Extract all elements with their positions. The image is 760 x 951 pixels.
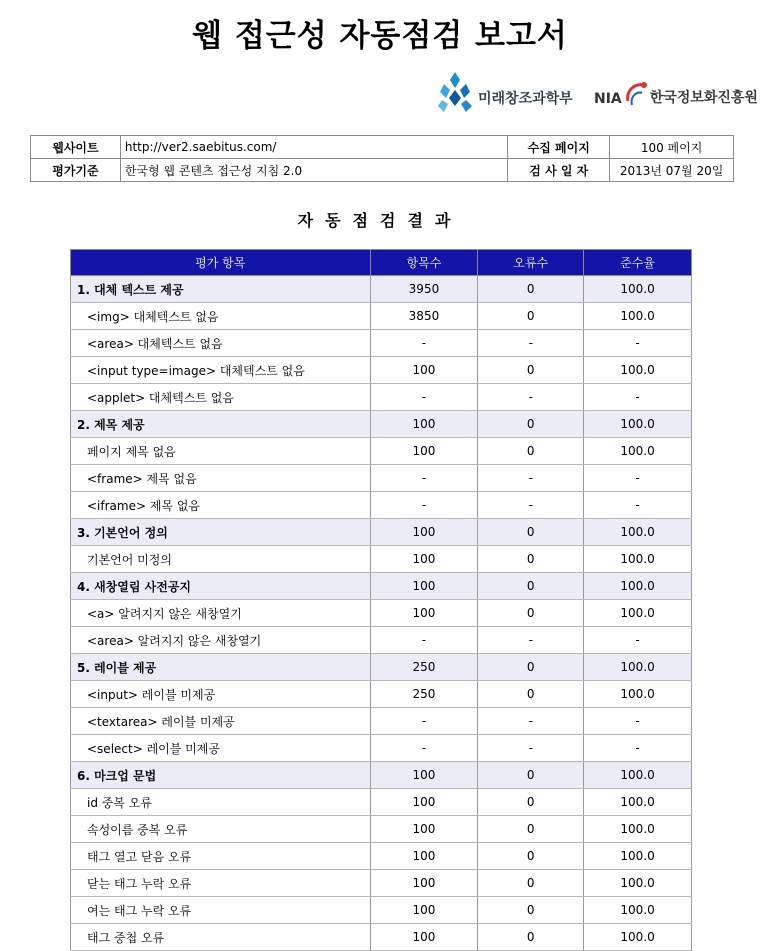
row-label: 속성이름 중복 오류 [71, 816, 371, 843]
row-rate: 100.0 [584, 681, 692, 708]
msip-emblem-icon [436, 70, 474, 114]
row-count: 100 [370, 411, 478, 438]
row-count: 100 [370, 600, 478, 627]
row-count: 250 [370, 654, 478, 681]
results-body [71, 276, 692, 951]
row-count: - [370, 627, 478, 654]
row-errors: 0 [478, 816, 584, 843]
row-errors: - [478, 627, 584, 654]
row-rate: 100.0 [584, 411, 692, 438]
nia-swirl-icon [624, 79, 650, 109]
row-count: 100 [370, 573, 478, 600]
row-rate: - [584, 627, 692, 654]
row-label: <a> 알려지지 않은 새창열기 [71, 600, 371, 627]
row-count: - [370, 465, 478, 492]
row-rate: 100.0 [584, 897, 692, 924]
nia-name: 한국정보화진흥원 [649, 90, 758, 106]
row-errors: 0 [478, 411, 584, 438]
row-count: 100 [370, 816, 478, 843]
table-row [71, 600, 692, 627]
category-row [71, 762, 692, 789]
pages-value: 100 페이지 [610, 136, 734, 159]
row-errors: 0 [478, 438, 584, 465]
row-rate: 100.0 [584, 438, 692, 465]
msip-name: 미래창조과학부 [478, 91, 573, 107]
nia-logo [594, 74, 758, 114]
row-label: 2. 제목 제공 [71, 411, 371, 438]
row-errors: 0 [478, 573, 584, 600]
table-row [71, 330, 692, 357]
row-label: <applet> 대체텍스트 없음 [71, 384, 371, 411]
info-row-criteria [31, 159, 734, 182]
row-label: 태그 중첩 오류 [71, 924, 371, 951]
row-errors: 0 [478, 600, 584, 627]
row-count: 3850 [370, 303, 478, 330]
row-count: 100 [370, 762, 478, 789]
row-rate: 100.0 [584, 762, 692, 789]
table-row [71, 870, 692, 897]
table-row [71, 465, 692, 492]
row-rate: 100.0 [584, 789, 692, 816]
row-errors: - [478, 708, 584, 735]
row-label: <iframe> 제목 없음 [71, 492, 371, 519]
category-row [71, 573, 692, 600]
date-value: 2013년 07월 20일 [610, 159, 734, 182]
table-row [71, 303, 692, 330]
row-label: <img> 대체텍스트 없음 [71, 303, 371, 330]
table-row [71, 546, 692, 573]
table-row [71, 384, 692, 411]
row-count: 100 [370, 897, 478, 924]
table-row [71, 897, 692, 924]
row-rate: 100.0 [584, 357, 692, 384]
row-rate: 100.0 [584, 276, 692, 303]
row-rate: 100.0 [584, 573, 692, 600]
row-label: <frame> 제목 없음 [71, 465, 371, 492]
table-row [71, 708, 692, 735]
row-label: 닫는 태그 누락 오류 [71, 870, 371, 897]
row-errors: 0 [478, 870, 584, 897]
row-errors: 0 [478, 789, 584, 816]
table-row [71, 681, 692, 708]
section-title: 자동점검결과 [297, 211, 463, 230]
row-rate: 100.0 [584, 654, 692, 681]
row-errors: 0 [478, 546, 584, 573]
row-errors: 0 [478, 681, 584, 708]
row-label: 4. 새창열림 사전공지 [71, 573, 371, 600]
row-label: 1. 대체 텍스트 제공 [71, 276, 371, 303]
row-rate: - [584, 465, 692, 492]
table-row [71, 843, 692, 870]
row-label: 기본언어 미정의 [71, 546, 371, 573]
row-errors: - [478, 492, 584, 519]
row-label: 페이지 제목 없음 [71, 438, 371, 465]
row-errors: 0 [478, 303, 584, 330]
row-label: <input type=image> 대체텍스트 없음 [71, 357, 371, 384]
row-label: <textarea> 레이블 미제공 [71, 708, 371, 735]
row-label: <area> 대체텍스트 없음 [71, 330, 371, 357]
header-count: 항목수 [370, 250, 478, 276]
row-count: 100 [370, 519, 478, 546]
category-row [71, 411, 692, 438]
row-label: <input> 레이블 미제공 [71, 681, 371, 708]
row-errors: 0 [478, 897, 584, 924]
row-rate: 100.0 [584, 303, 692, 330]
table-row [71, 816, 692, 843]
row-rate: 100.0 [584, 843, 692, 870]
row-label: 5. 레이블 제공 [71, 654, 371, 681]
header-item: 평가 항목 [71, 250, 371, 276]
row-errors: - [478, 330, 584, 357]
category-row [71, 519, 692, 546]
row-label: 여는 태그 누락 오류 [71, 897, 371, 924]
row-label: <select> 레이블 미제공 [71, 735, 371, 762]
info-table [30, 135, 734, 182]
row-count: 100 [370, 546, 478, 573]
row-rate: 100.0 [584, 546, 692, 573]
info-row-website [31, 136, 734, 159]
row-errors: 0 [478, 924, 584, 951]
website-label: 웹사이트 [31, 136, 121, 159]
results-table [70, 249, 692, 951]
row-errors: - [478, 735, 584, 762]
row-errors: 0 [478, 357, 584, 384]
row-count: - [370, 384, 478, 411]
row-label: id 중복 오류 [71, 789, 371, 816]
table-row [71, 789, 692, 816]
row-rate: 100.0 [584, 816, 692, 843]
row-label: 태그 열고 닫음 오류 [71, 843, 371, 870]
row-count: 100 [370, 357, 478, 384]
criteria-label: 평가기준 [31, 159, 121, 182]
row-count: 250 [370, 681, 478, 708]
row-label: 3. 기본언어 정의 [71, 519, 371, 546]
table-row [71, 438, 692, 465]
row-count: - [370, 708, 478, 735]
date-label: 검 사 일 자 [508, 159, 610, 182]
row-rate: - [584, 735, 692, 762]
results-header-row [71, 250, 692, 276]
row-errors: 0 [478, 843, 584, 870]
msip-logo [436, 70, 573, 114]
header-rate: 준수율 [584, 250, 692, 276]
category-row [71, 276, 692, 303]
row-count: 3950 [370, 276, 478, 303]
criteria-value: 한국형 웹 콘텐츠 접근성 지침 2.0 [120, 159, 508, 182]
row-rate: - [584, 708, 692, 735]
row-count: - [370, 330, 478, 357]
row-count: 100 [370, 789, 478, 816]
table-row [71, 357, 692, 384]
row-rate: 100.0 [584, 600, 692, 627]
header-errors: 오류수 [478, 250, 584, 276]
table-row [71, 735, 692, 762]
report-title: 웹 접근성 자동점검 보고서 [192, 18, 568, 54]
row-rate: - [584, 384, 692, 411]
table-row [71, 492, 692, 519]
row-count: 100 [370, 843, 478, 870]
row-errors: 0 [478, 654, 584, 681]
row-count: 100 [370, 924, 478, 951]
row-label: <area> 알려지지 않은 새창열기 [71, 627, 371, 654]
row-count: 100 [370, 870, 478, 897]
row-errors: - [478, 465, 584, 492]
row-rate: - [584, 330, 692, 357]
website-value: http://ver2.saebitus.com/ [120, 136, 508, 159]
row-label: 6. 마크업 문법 [71, 762, 371, 789]
nia-abbr: NIA [594, 91, 622, 107]
row-rate: 100.0 [584, 519, 692, 546]
row-rate: 100.0 [584, 870, 692, 897]
row-count: - [370, 492, 478, 519]
table-row [71, 924, 692, 951]
category-row [71, 654, 692, 681]
pages-label: 수집 페이지 [508, 136, 610, 159]
row-errors: 0 [478, 519, 584, 546]
row-errors: 0 [478, 276, 584, 303]
row-errors: 0 [478, 762, 584, 789]
row-count: - [370, 735, 478, 762]
row-rate: - [584, 492, 692, 519]
table-row [71, 627, 692, 654]
row-count: 100 [370, 438, 478, 465]
row-rate: 100.0 [584, 924, 692, 951]
row-errors: - [478, 384, 584, 411]
